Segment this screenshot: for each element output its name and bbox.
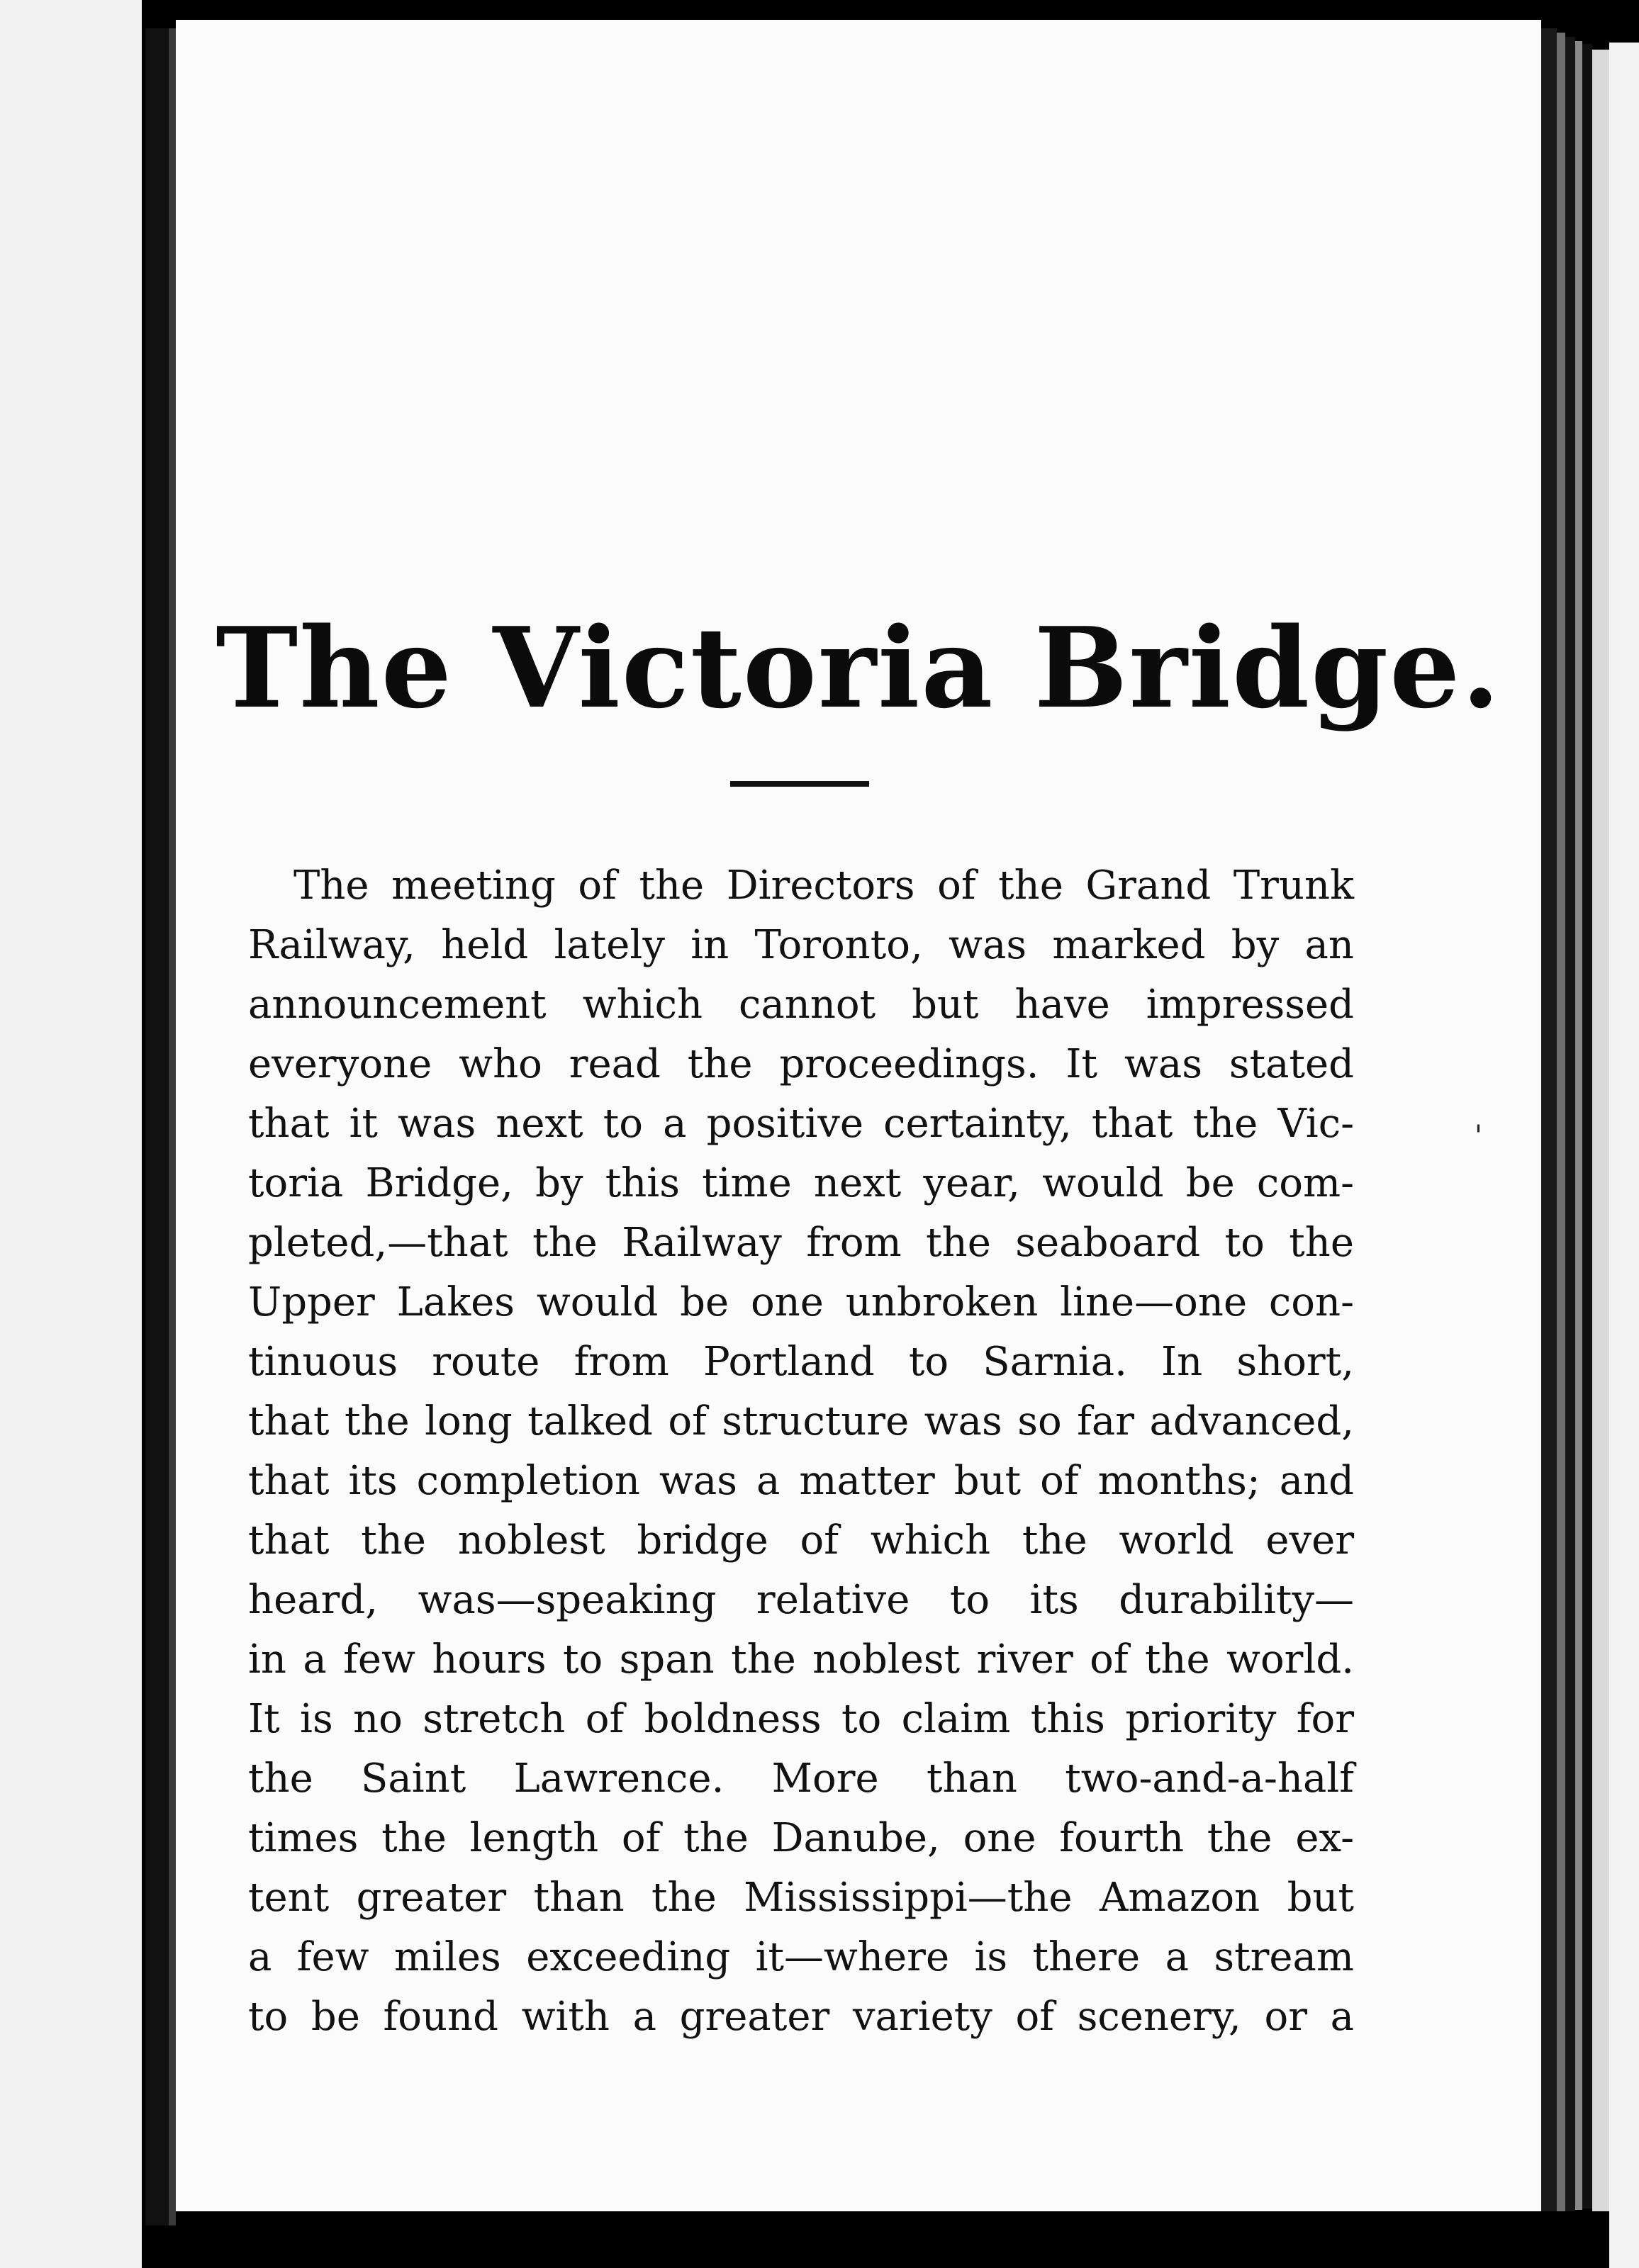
- book-binding-edge: [145, 28, 169, 2225]
- text-line: to be found with a greater variety of scenery, or a: [248, 1994, 1354, 2040]
- page-edge: [1565, 37, 1575, 2211]
- text-line: that it was next to a positive certainty, that the Vic-: [248, 1101, 1354, 1147]
- text-line: everyone who read the proceedings. It was stated: [248, 1041, 1354, 1087]
- scan-speck: ': [1475, 1120, 1482, 1152]
- text-line: that its completion was a matter but of months; and: [248, 1458, 1354, 1504]
- body-paragraph: [248, 856, 1354, 2047]
- title-divider-rule: [730, 781, 869, 787]
- text-line: Railway, held lately in Toronto, was marked by an: [248, 922, 1354, 968]
- text-line: that the long talked of structure was so far advanced,: [248, 1398, 1354, 1444]
- page-title: The Victoria Bridge.: [216, 602, 1501, 733]
- text-line: toria Bridge, by this time next year, would be com-: [248, 1160, 1354, 1206]
- text-line: Upper Lakes would be one unbroken line—one con-: [248, 1279, 1354, 1325]
- page-edge: [1541, 28, 1557, 2211]
- text-line: tinuous route from Portland to Sarnia. In short,: [248, 1339, 1354, 1385]
- text-line: in a few hours to span the noblest river of the world.: [248, 1637, 1354, 1683]
- text-line: tent greater than the Mississippi—the Amazon but: [248, 1875, 1354, 1921]
- left-scan-margin: [0, 0, 142, 2268]
- text-line: The meeting of the Directors of the Grand Trunk: [293, 863, 1354, 909]
- page-edge: [1557, 33, 1565, 2211]
- right-scan-margin: [1609, 43, 1639, 2268]
- text-line: heard, was—speaking relative to its durability—: [248, 1577, 1354, 1623]
- book-binding-shadow: [169, 28, 176, 2225]
- page-edge: [1575, 41, 1582, 2210]
- text-line: pleted,—that the Railway from the seaboard to the: [248, 1220, 1354, 1266]
- text-line: times the length of the Danube, one fourth the ex-: [248, 1815, 1354, 1861]
- text-line: that the noblest bridge of which the world ever: [248, 1517, 1354, 1564]
- page-edge: [1592, 50, 1609, 2211]
- text-line: It is no stretch of boldness to claim this priority for: [248, 1696, 1354, 1742]
- text-line: a few miles exceeding it—where is there a stream: [248, 1934, 1354, 1980]
- text-line: the Saint Lawrence. More than two-and-a-half: [248, 1756, 1354, 1802]
- text-line: announcement which cannot but have impressed: [248, 982, 1354, 1028]
- page-edge: [1582, 44, 1592, 2208]
